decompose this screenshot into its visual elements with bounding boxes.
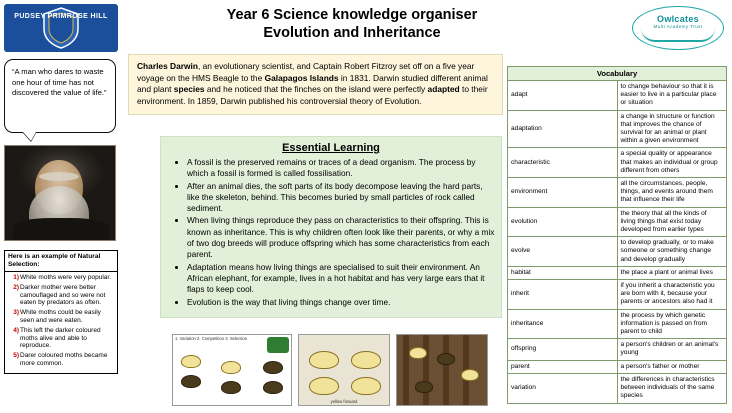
page-title-line2: Evolution and Inheritance: [263, 25, 441, 41]
vocab-definition: if you inherit a characteristic you are born with it, because your parents or ancestors also had it: [617, 280, 727, 310]
moths-on-bark-image: [396, 334, 488, 406]
vocab-term: adaptation: [508, 110, 618, 148]
moth-light-icon: [409, 347, 427, 359]
list-item: • After an animal dies, the soft parts of its body decompose leaving the hard parts, like the skeleton, behind. This becomes buried by small particles of rock called sediment.: [187, 181, 495, 215]
trust-logo-swoosh: [641, 28, 715, 42]
table-row: [508, 81, 727, 111]
portrait-shoulders: [13, 218, 109, 240]
natural-selection-title: Here is an example of Natural Selection:: [5, 251, 117, 272]
vocab-definition: a change in structure or function that improves the chance of survival for an animal or plant within a given environment: [617, 110, 727, 148]
table-header-row: [508, 67, 727, 81]
darwin-quote: [4, 59, 116, 133]
vocab-definition: a person's children or an animal's young: [617, 339, 727, 360]
table-row: [508, 309, 727, 339]
vocab-definition: the process by which genetic information is passed on from parent to child: [617, 309, 727, 339]
table-row: [508, 280, 727, 310]
moth-light-icon: [181, 355, 201, 368]
darwin-portrait-image: [4, 145, 116, 241]
leaf-icon: [267, 337, 289, 353]
essential-learning-title: Essential Learning: [282, 142, 380, 154]
page-title: [128, 6, 576, 42]
darwin-seg: adapted: [427, 84, 460, 95]
portrait-brow: [39, 172, 79, 181]
vocab-definition: all the circumstances, people, things, and events around them that influence their life: [617, 178, 727, 208]
moth-light-icon: [309, 377, 339, 395]
image-strip: [172, 334, 490, 406]
moth-dark-icon: [415, 381, 433, 393]
list-item: • Evolution is the way that living things change over time.: [187, 297, 495, 308]
moth-pair-labels: yellow forward: [330, 399, 358, 404]
table-row: [508, 373, 727, 403]
moth-dark-icon: [221, 381, 241, 394]
table-row: [508, 148, 727, 178]
table-row: [508, 237, 727, 267]
list-item: • When living things reproduce they pass on characteristics to their offspring. This is known as inheritance. This is why children often look like their parents, or why a mix of two dog breeds will produce offspring which has some characteristics from each parent.: [187, 215, 495, 260]
moth-light-icon: [461, 369, 479, 381]
trust-logo-name: Owlcates: [657, 14, 699, 24]
moth-dark-icon: [263, 381, 283, 394]
natural-selection-box: [4, 250, 118, 374]
vocabulary-table: [507, 66, 727, 404]
moth-variation-diagram: [172, 334, 292, 406]
natural-selection-list: [5, 272, 117, 373]
list-item: This left the darker coloured moths alive and able to reproduce.: [20, 326, 101, 350]
moth-diagram-caption: 1. Variation 2. Competition 3. Selection: [175, 336, 248, 341]
moth-light-icon: [221, 361, 241, 374]
darwin-seg: species: [173, 84, 205, 95]
vocab-term: adapt: [508, 81, 618, 111]
moth-dark-icon: [263, 361, 283, 374]
left-column: [4, 4, 122, 409]
trust-logo-sub: Multi Academy Trust: [653, 24, 703, 29]
darwin-seg: Galapagos Islands: [264, 72, 339, 83]
table-row: [508, 360, 727, 373]
list-item: • A fossil is the preserved remains or traces of a dead organism. The process by which a fossil is formed is called fossilisation.: [187, 157, 495, 180]
darwin-intro-paragraph: [128, 54, 503, 115]
bark-stripe: [443, 335, 449, 405]
vocab-term: inheritance: [508, 309, 618, 339]
moth-dark-icon: [437, 353, 455, 365]
list-item: Darer coloured moths became more common.: [20, 352, 108, 367]
list-item: • Adaptation means how living things are specialised to suit their environment. An African elephant, for example, lives in a hot habitat and has very large ears that it flaps to keep cool.: [187, 262, 495, 296]
vocab-definition: a person's father or mother: [617, 360, 727, 373]
moth-light-icon: [351, 377, 381, 395]
vocab-definition: the theory that all the kinds of living things that exist today developed from earlier types: [617, 207, 727, 237]
vocab-term: inherit: [508, 280, 618, 310]
school-logo: [4, 4, 118, 52]
vocab-definition: to develop gradually, or to make someone or something change and develop gradually: [617, 237, 727, 267]
list-item: White moths were very popular.: [20, 274, 112, 281]
bark-stripe: [423, 335, 429, 405]
page-title-line1: Year 6 Science knowledge organiser: [226, 7, 478, 23]
list-item: White moths could be easily seen and were eaten.: [20, 309, 101, 324]
moth-light-icon: [351, 351, 381, 369]
vocab-term: evolve: [508, 237, 618, 267]
vocab-term: offspring: [508, 339, 618, 360]
essential-learning-box: [160, 136, 502, 318]
darwin-quote-text: “A man who dares to waste one hour of time has not discovered the value of life.”: [12, 67, 107, 98]
vocab-term: characteristic: [508, 148, 618, 178]
table-row: [508, 110, 727, 148]
vocab-term: parent: [508, 360, 618, 373]
moth-light-icon: [309, 351, 339, 369]
trust-logo: [632, 6, 724, 50]
table-row: [508, 178, 727, 208]
vocabulary-heading: Vocabulary: [508, 67, 727, 81]
vocab-definition: to change behaviour so that it is easier to live in a particular place or situation: [617, 81, 727, 111]
vocab-definition: a special quality or appearance that makes an individual or group different from others: [617, 148, 727, 178]
vocab-definition: the differences in characteristics between individuals of the same species: [617, 373, 727, 403]
vocab-term: evolution: [508, 207, 618, 237]
vocabulary-panel: [507, 66, 727, 404]
table-row: [508, 339, 727, 360]
list-item: Darker mother were better camouflaged and so were not eaten by predators as often.: [20, 283, 106, 307]
vocab-term: environment: [508, 178, 618, 208]
essential-learning-list: [167, 157, 495, 308]
table-row: [508, 207, 727, 237]
darwin-seg: to their environment. In 1859, Darwin published his controversial theory of Evolution.: [137, 84, 488, 106]
bark-stripe: [403, 335, 409, 405]
darwin-seg: and he noticed that the finches on the island were perfectly: [204, 84, 428, 95]
school-logo-text: PUDSEY PRIMROSE HILL: [14, 13, 108, 20]
table-row: [508, 266, 727, 279]
moth-pair-image: [298, 334, 390, 406]
darwin-seg: in 1831. Darwin studied different animal and plant: [137, 72, 488, 95]
darwin-seg: , an evolutionary scientist, and Captain Robert Fitzroy set off on a five year voyage on the HMS Beagle to the: [137, 61, 475, 83]
vocab-term: habitat: [508, 266, 618, 279]
darwin-seg: Charles Darwin: [137, 61, 198, 71]
vocab-definition: the place a plant or animal lives: [617, 266, 727, 279]
vocab-term: variation: [508, 373, 618, 403]
moth-dark-icon: [181, 375, 201, 388]
